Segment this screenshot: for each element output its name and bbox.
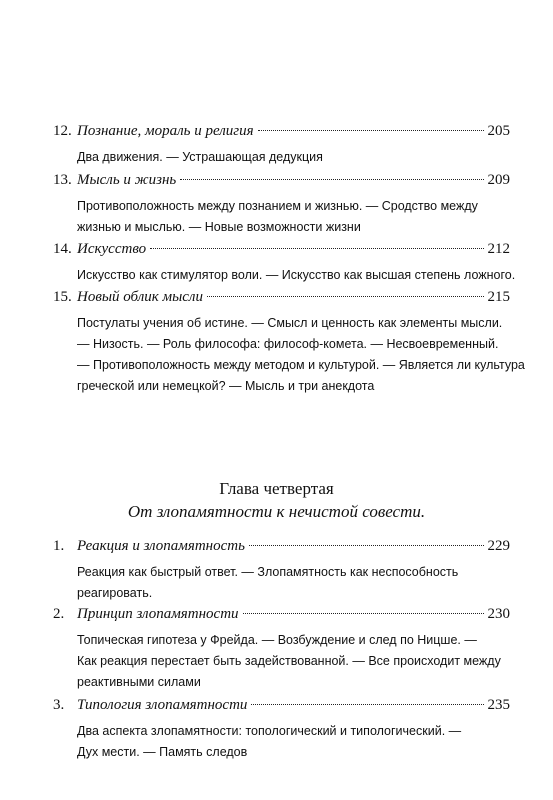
entry-page-number: 209 — [487, 172, 510, 188]
entry-description — [53, 313, 525, 397]
entry-description — [53, 562, 510, 604]
entry-page-number: 235 — [487, 697, 510, 713]
description-line: Противоположность между познанием и жизнью. — Сродство между — [77, 199, 478, 213]
toc-entry — [53, 172, 510, 238]
description-line: Топическая гипотеза у Фрейда. — Возбуждение и след по Ницше. — — [77, 633, 477, 647]
entry-title: Принцип злопамятности — [77, 606, 239, 622]
entry-page-number: 230 — [487, 606, 510, 622]
toc-entry — [53, 697, 510, 763]
description-line: Постулаты учения об истине. — Смысл и ценность как элементы мысли. — [77, 316, 503, 330]
entry-heading — [53, 289, 510, 313]
description-line: — Противоположность между методом и культурой. — Является ли культура — [77, 358, 525, 372]
entry-description — [53, 196, 510, 238]
entry-title: Искусство — [77, 241, 147, 257]
entry-page-number: 205 — [487, 123, 510, 139]
toc-entry — [53, 538, 510, 604]
description-line: Два движения. — Устрашающая дедукция — [77, 150, 323, 164]
description-line: Как реакция перестает быть задействованной. — Все происходит между — [77, 654, 501, 668]
dot-leader — [180, 179, 483, 180]
entry-page-number: 212 — [487, 241, 510, 257]
dot-leader — [150, 248, 483, 249]
entry-page-number: 229 — [487, 538, 510, 554]
chapter-heading — [0, 478, 553, 524]
entry-number: 3. — [53, 697, 65, 713]
entry-heading — [53, 123, 510, 147]
entry-title: Реакция и злопамятность — [77, 538, 245, 554]
dot-leader — [243, 613, 484, 614]
entry-title: Познание, мораль и религия — [77, 123, 254, 139]
chapter-label: Глава четвертая — [219, 479, 334, 498]
dot-leader — [249, 545, 484, 546]
entry-title: Типология злопамятности — [77, 697, 248, 713]
toc-entry — [53, 123, 510, 168]
description-line: реагировать. — [77, 586, 153, 600]
dot-leader — [258, 130, 484, 131]
entry-number: 1. — [53, 538, 65, 554]
entry-heading — [53, 241, 510, 265]
entry-number: 2. — [53, 606, 65, 622]
description-line: — Низость. — Роль философа: философ-комета. — Несвоевременный. — [77, 337, 499, 351]
toc-entry — [53, 241, 516, 286]
toc-entry — [53, 289, 525, 397]
toc-entry — [53, 606, 510, 693]
description-line: Два аспекта злопамятности: топологический и типологический. — — [77, 724, 462, 738]
entry-page-number: 215 — [487, 289, 510, 305]
dot-leader — [207, 296, 484, 297]
entry-heading — [53, 697, 510, 721]
description-line: Реакция как быстрый ответ. — Злопамятность как неспособность — [77, 565, 459, 579]
entry-heading — [53, 538, 510, 562]
description-line: реактивными силами — [77, 675, 201, 689]
entry-number: 14. — [53, 241, 72, 257]
entry-description — [53, 721, 510, 763]
entry-number: 13. — [53, 172, 72, 188]
dot-leader — [251, 704, 483, 705]
entry-title: Новый облик мысли — [77, 289, 203, 305]
description-line: Дух мести. — Память следов — [77, 745, 248, 759]
entry-title: Мысль и жизнь — [77, 172, 177, 188]
entry-description — [53, 630, 510, 693]
description-line: греческой или немецкой? — Мысль и три анекдота — [77, 379, 375, 393]
entry-number: 15. — [53, 289, 72, 305]
entry-number: 12. — [53, 123, 72, 139]
entry-description — [53, 265, 516, 286]
description-line: Искусство как стимулятор воли. — Искусство как высшая степень ложного. — [77, 268, 516, 282]
entry-heading — [53, 172, 510, 196]
description-line: жизнью и мыслью. — Новые возможности жизни — [77, 220, 361, 234]
chapter-title: От злопамятности к нечистой совести. — [127, 502, 426, 521]
entry-heading — [53, 606, 510, 630]
entry-description — [53, 147, 510, 168]
